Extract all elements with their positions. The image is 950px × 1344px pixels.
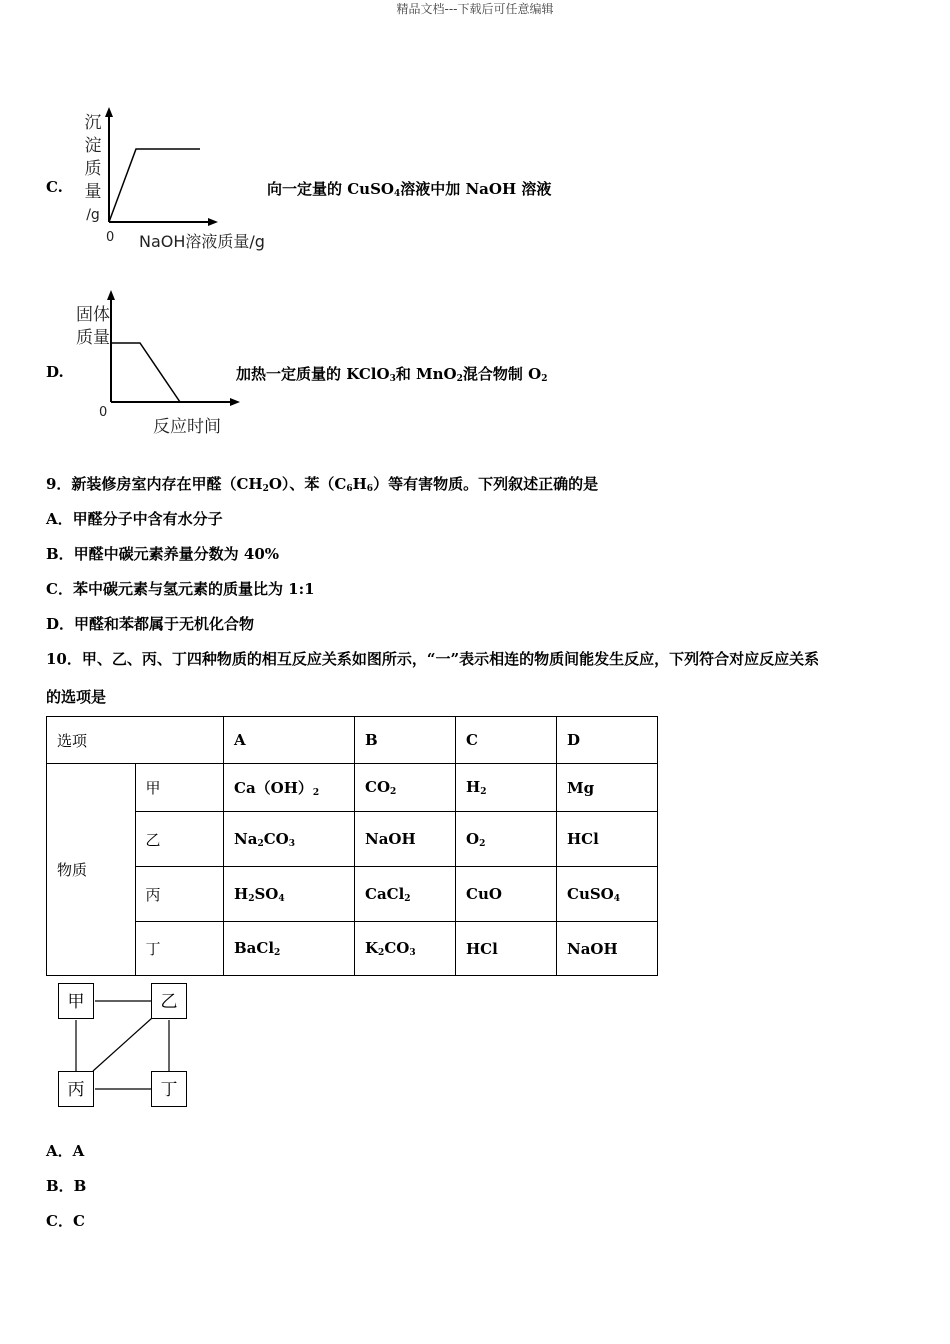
- table-cell: $Na_2CO_3$: [224, 812, 355, 867]
- table-cell: $H_2SO_4$: [224, 867, 355, 922]
- q10-option-a: A．A: [46, 1142, 85, 1160]
- q10-option-c: C．C: [46, 1212, 85, 1230]
- table-header-row: [47, 717, 658, 764]
- table-cell: $CO_2$: [355, 764, 456, 812]
- table-cell: $H_2$: [456, 764, 557, 812]
- table-cell: $Ca(OH)_2$: [224, 764, 355, 812]
- q10-option-b: B．B: [46, 1177, 87, 1195]
- table-header-cell: C: [456, 717, 557, 764]
- option-d-x-axis-label: 反应时间: [153, 417, 221, 437]
- q10-stem-line1: 10．甲、乙、丙、丁四种物质的相互反应关系如图所示，“一”表示相连的物质间能发生反应，下列符合对应反应关系: [46, 650, 820, 668]
- table-header-cell: D: [557, 717, 658, 764]
- table-cell: CaCl$_2$: [355, 867, 456, 922]
- table-cell: NaOH: [557, 922, 658, 976]
- q9-option-a: A．甲醛分子中含有水分子: [46, 510, 223, 528]
- table-cell: Mg: [557, 764, 658, 812]
- q9-option-b: B．甲醛中碳元素养量分数为 40%: [46, 545, 280, 563]
- table-cell: CuO: [456, 867, 557, 922]
- option-c-origin: 0: [106, 230, 115, 245]
- table-cell: NaOH: [355, 812, 456, 867]
- table-row-label: 乙: [135, 812, 224, 867]
- option-d-graph: [100, 287, 250, 407]
- table-cell: $K_2CO_3$: [355, 922, 456, 976]
- table-row-label: 丁: [135, 922, 224, 976]
- table-cell: HCl: [456, 922, 557, 976]
- option-d-origin: 0: [99, 405, 108, 420]
- table-row: [47, 867, 658, 922]
- table-cell: CuSO$_4$: [557, 867, 658, 922]
- option-c-graph: [100, 105, 230, 230]
- option-d-label: D.: [46, 363, 64, 381]
- diagram-node-jia: 甲: [58, 983, 94, 1019]
- option-c-x-axis-label: NaOH溶液质量/g: [139, 232, 265, 251]
- substance-table: [46, 716, 658, 976]
- q9-option-c: C．苯中碳元素与氢元素的质量比为 1:1: [46, 580, 315, 598]
- q9-stem: 9．新装修房室内存在甲醛$(CH_2O)$、苯$(C_6H_6)$等有害物质。下列叙述正确的是: [46, 475, 599, 494]
- diagram-node-ding: 丁: [151, 1071, 187, 1107]
- option-c-description: 向一定量的 CuSO$_4$溶液中加 NaOH 溶液: [267, 180, 552, 199]
- table-header-cell: A: [224, 717, 355, 764]
- option-d-y-axis-label: 固体 质量: [76, 305, 110, 348]
- table-row: [47, 764, 658, 812]
- table-row-label: 丙: [135, 867, 224, 922]
- table-cell: BaCl$_2$: [224, 922, 355, 976]
- diagram-node-yi: 乙: [151, 983, 187, 1019]
- diagram-node-bing: 丙: [58, 1071, 94, 1107]
- q9-option-d: D．甲醛和苯都属于无机化合物: [46, 615, 255, 633]
- table-header-cell: 选项: [47, 717, 224, 764]
- table-header-cell: B: [355, 717, 456, 764]
- table-cell: HCl: [557, 812, 658, 867]
- option-c-label: C.: [46, 178, 63, 196]
- q10-stem-line2: 的选项是: [46, 688, 107, 706]
- table-cell: $O_2$: [456, 812, 557, 867]
- table-row: [47, 812, 658, 867]
- page-header: 精品文档---下载后可任意编辑: [396, 2, 554, 16]
- table-row-label: 甲: [135, 764, 224, 812]
- option-d-description: 加热一定质量的 KClO$_3$和 MnO$_2$混合物制 $O_2$: [236, 365, 548, 384]
- option-c-y-axis-label: 沉 淀 质 量 /g: [84, 113, 102, 223]
- table-row: [47, 922, 658, 976]
- table-group-label: 物质: [47, 764, 136, 976]
